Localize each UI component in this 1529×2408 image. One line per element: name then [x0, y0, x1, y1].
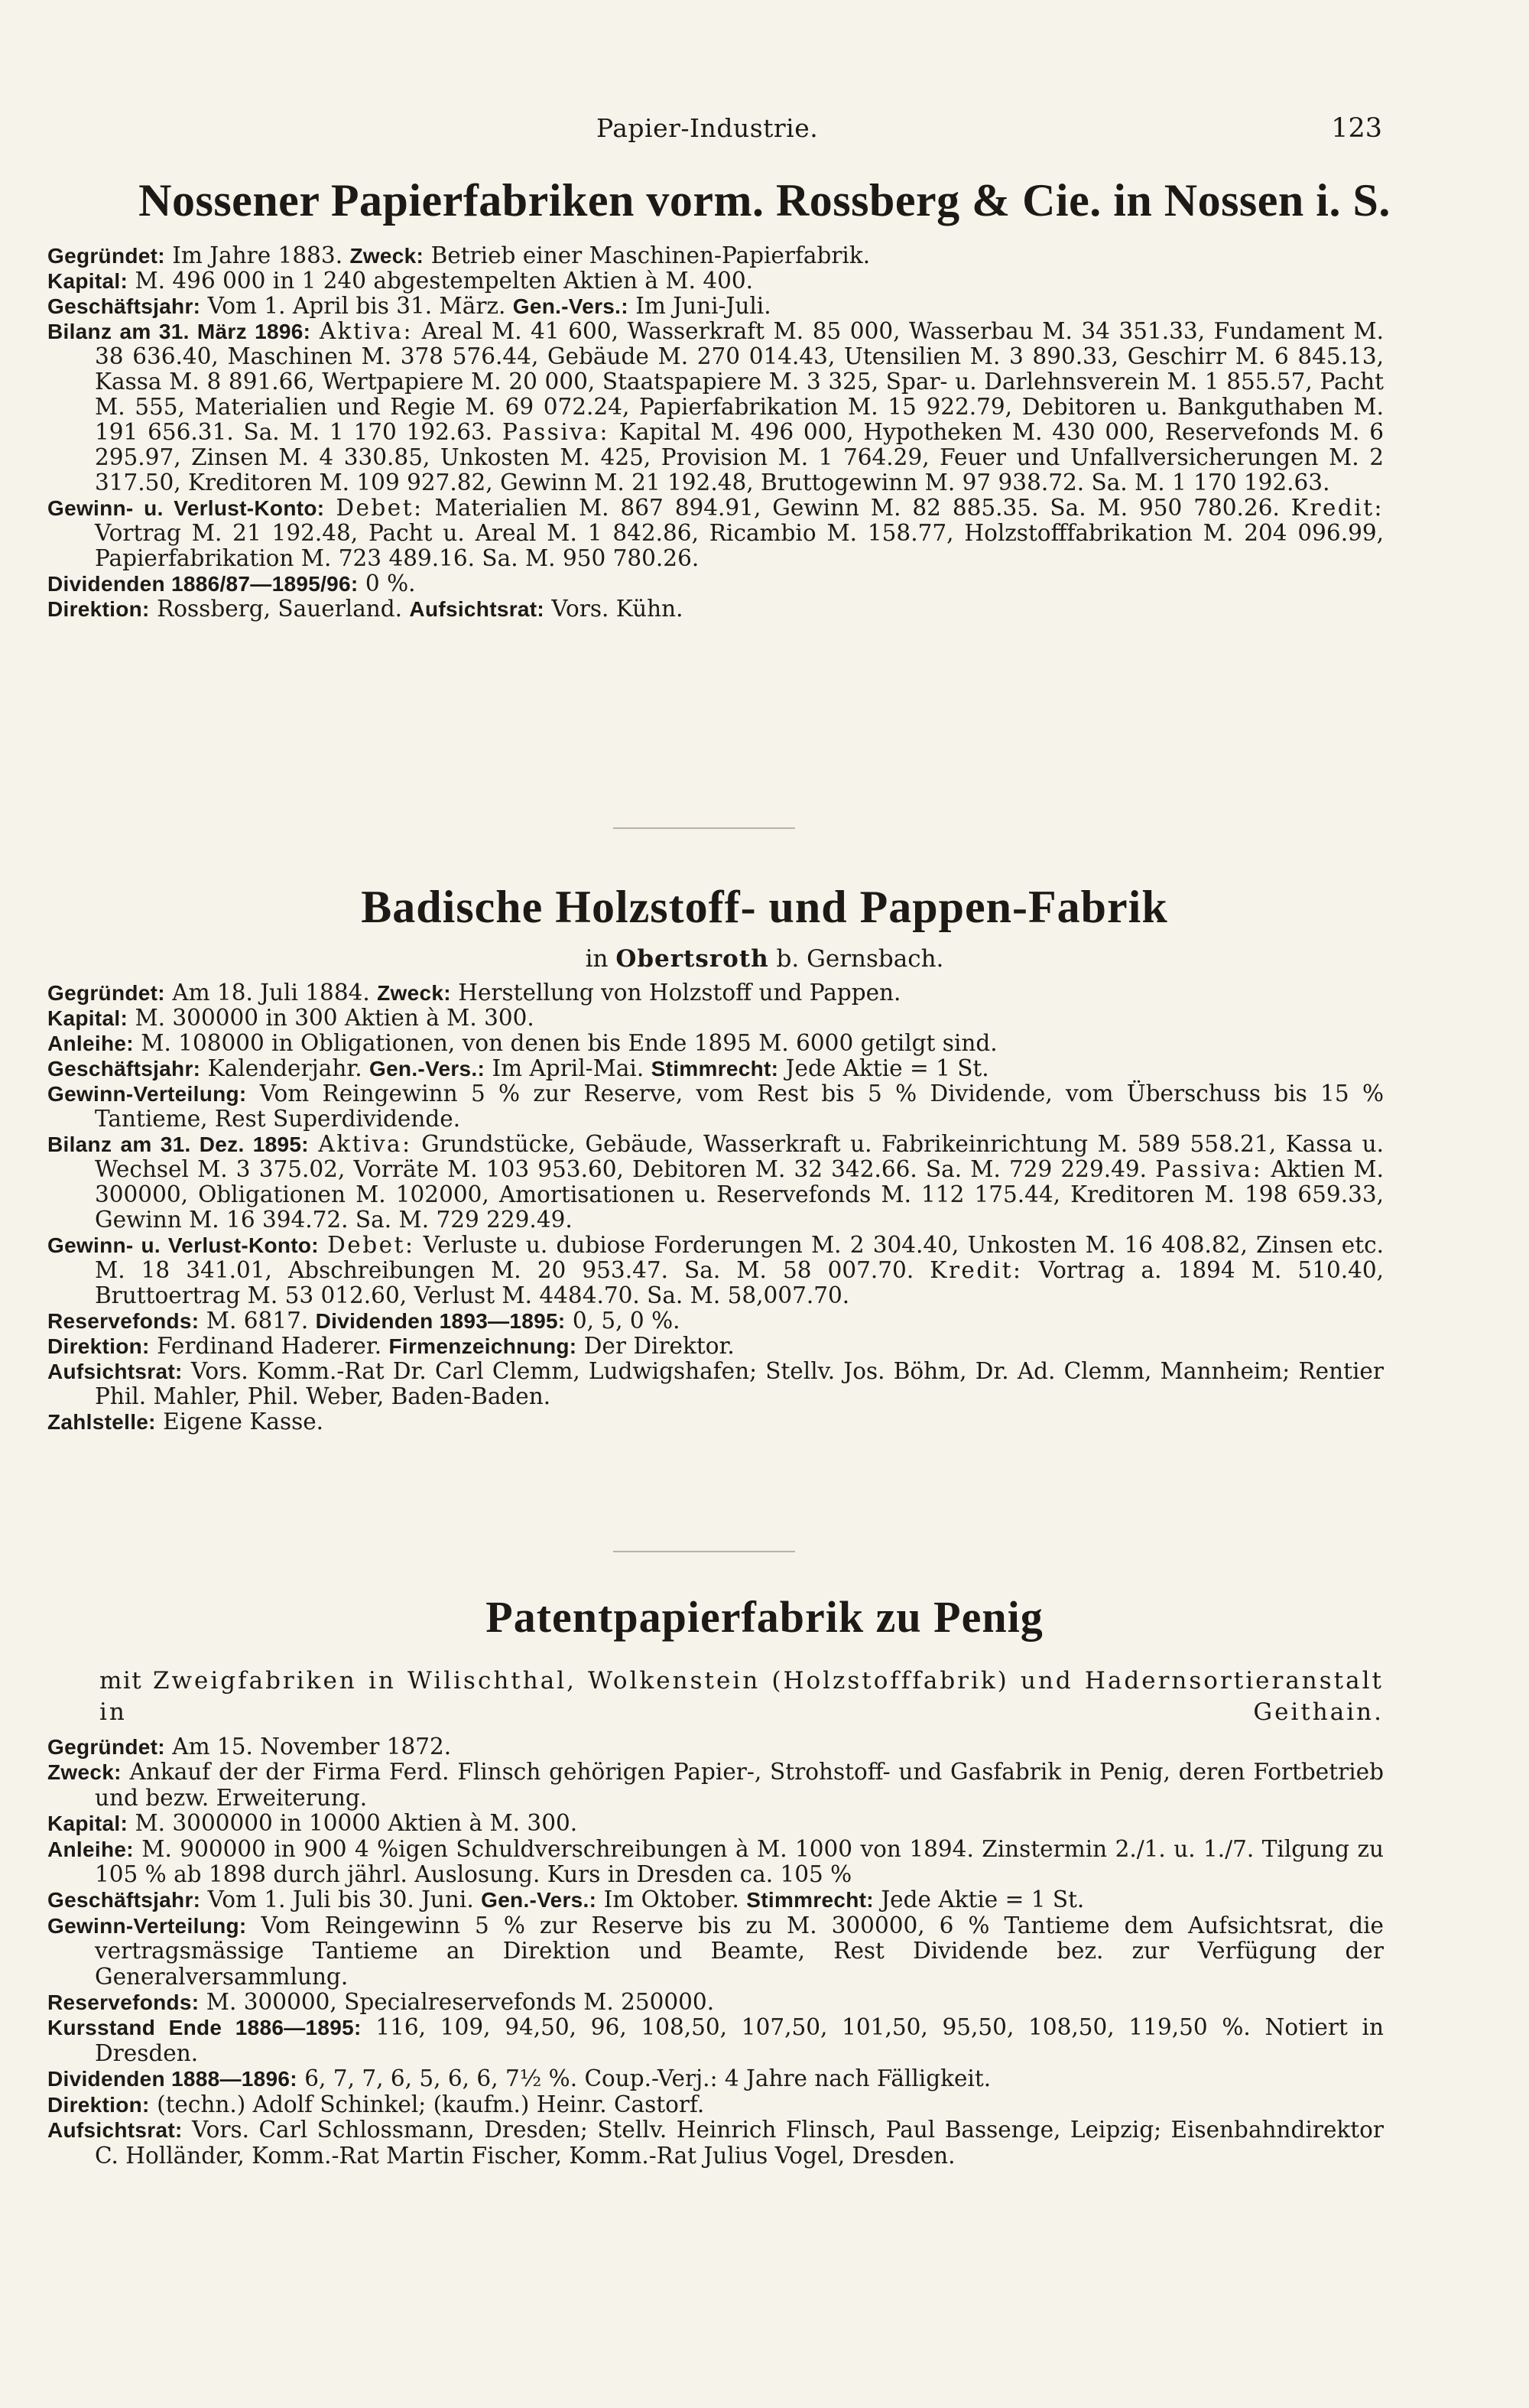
entry-reserve-fund — [47, 1990, 1384, 2015]
value-loan: M. 900000 in 900 4 %igen Schuldverschreibungen à M. 1000 von 1894. Zinstermin 2./1. u. 1./7. Tilgung zu 105 % ab 1898 durch jährl. Auslosung. Kurs in Dresden ca. 105 % — [95, 1835, 1384, 1888]
entry-management — [47, 1334, 1384, 1359]
company-entry-badische — [47, 980, 1384, 1435]
value-purpose: Ankauf der der Firma Ferd. Flinsch gehörigen Papier-, Strohstoff- und Gasfabrik in Penig, deren Fortbetrieb und bezw. Erweiterung. — [95, 1759, 1384, 1811]
section-divider — [613, 827, 795, 829]
page-number: 123 — [1331, 113, 1382, 144]
branches-text: Zweigfabriken in Wilischthal, Wolkenstein (Holzstofffabrik) und Hadernsortieranstalt in Geithain. — [99, 1667, 1384, 1726]
value-supervisory-board: Vors. Carl Schlossmann, Dresden; Stellv. Heinrich Flinsch, Paul Bassenge, Leipzig; Eisenbahndirektor C. Holländer, Komm.-Rat Martin Fischer, Komm.-Rat Julius Vogel, Dresden. — [95, 2117, 1384, 2169]
entry-profit-loss — [47, 1233, 1384, 1308]
location-suffix: b. Gernsbach. — [768, 945, 944, 973]
entry-fiscal-year — [47, 1056, 1384, 1081]
value-liabilities: Aktien M. 300000, Obligationen M. 102000, Amortisationen u. Reservefonds M. 112 175.44, Kreditoren M. 198 659.33, Gewinn M. 16 394.72. Sa. M. 729 229.49. — [95, 1156, 1385, 1233]
company-entry-penig — [47, 1734, 1384, 2169]
label-fiscal-year: Geschäftsjahr: — [47, 294, 201, 318]
entry-dividends — [47, 571, 1384, 596]
value-credit: Vortrag a. 1894 M. 510.40, Bruttoertrag M. 53 012.60, Verlust M. 4484.70. Sa. M. 58,007.70. — [95, 1257, 1385, 1308]
entry-profit-distribution — [47, 1081, 1384, 1132]
label-loan: Anleihe: — [47, 1837, 134, 1861]
value-supervisory-board: Vors. Kühn. — [544, 596, 683, 622]
section-divider — [613, 1551, 795, 1552]
entry-founded — [47, 980, 1384, 1006]
label-assets: Aktiva: — [318, 1131, 412, 1157]
value-debit: Materialien M. 867 894.91, Gewinn M. 82 885.35. Sa. M. 950 780.26. — [423, 495, 1291, 521]
value-voting-right: Jede Aktie = 1 St. — [778, 1055, 989, 1081]
label-reserve-fund: Reservefonds: — [47, 1990, 200, 2015]
label-profit-distribution: Gewinn-Verteilung: — [47, 1913, 247, 1938]
value-founded: Am 15. November 1872. — [164, 1734, 452, 1760]
value-profit-distribution: Vom Reingewinn 5 % zur Reserve, vom Rest bis 5 % Dividende, vom Überschuss bis 15 % Tantieme, Rest Superdividende. — [95, 1081, 1384, 1132]
value-founded: Im Jahre 1883. — [164, 242, 350, 268]
value-profit-distribution: Vom Reingewinn 5 % zur Reserve bis zu M. 300000, 6 % Tantieme dem Aufsichtsrat, die vertragsmässige Tantieme an Direktion und Beamte, Rest Dividende bez. zur Verfügung der Generalversammlung. — [95, 1912, 1384, 1990]
value-fiscal-year: Vom 1. Juli bis 30. Juni. — [200, 1886, 482, 1913]
label-balance-sheet: Bilanz am 31. Dez. 1895: — [47, 1133, 309, 1156]
label-purpose: Zweck: — [377, 981, 451, 1005]
label-founded: Gegründet: — [47, 244, 165, 268]
entry-capital — [47, 1811, 1384, 1836]
entry-paying-agent — [47, 1409, 1384, 1435]
value-dividends: 6, 7, 7, 6, 5, 6, 6, 7½ %. Coup.-Verj.: 4 Jahre nach Fälligkeit. — [297, 2065, 992, 2092]
label-profit-distribution: Gewinn-Verteilung: — [47, 1082, 247, 1106]
value-credit: Vortrag M. 21 192.48, Pacht u. Areal M. 1 842.86, Ricambio M. 158.77, Holzstofffabrikation M. 204 096.99, Papierfabrikation M. 723 489.16. Sa. M. 950 780.26. — [95, 520, 1384, 571]
company-entry-nossen — [47, 243, 1384, 622]
label-liabilities: Passiva: — [1155, 1156, 1263, 1182]
entry-fiscal-year — [47, 294, 1384, 319]
label-supervisory-board: Aufsichtsrat: — [47, 1360, 183, 1383]
value-share-price: 116, 109, 94,50, 96, 108,50, 107,50, 101,50, 95,50, 108,50, 119,50 %. Notiert in Dresden. — [95, 2014, 1384, 2066]
value-fiscal-year: Kalenderjahr. — [200, 1055, 369, 1081]
location-place: Obertsroth — [615, 945, 769, 973]
label-fiscal-year: Geschäftsjahr: — [47, 1888, 201, 1912]
label-capital: Kapital: — [47, 1812, 128, 1836]
value-liabilities: Kapital M. 496 000, Hypotheken M. 430 000, Reservefonds M. 6 295.97, Zinsen M. 4 330.85, Unkosten M. 425, Provision M. 1 764.29, Feuer und Unfallversicherungen M. 2 317.50, Kreditoren M. 109 927.82, Gewinn M. 21 192.48, Bruttogewinn M. 97 938.72. Sa. M. 1 170 192.63. — [95, 419, 1384, 496]
value-paying-agent: Eigene Kasse. — [155, 1409, 324, 1435]
label-founded: Gegründet: — [47, 1735, 165, 1759]
label-debit: Debet: — [327, 1232, 415, 1258]
value-assets: Grundstücke, Gebäude, Wasserkraft u. Fabrikeinrichtung M. 589 558.21, Kassa u. Wechsel M. 3 375.02, Vorräte M. 103 953.60, Debitoren M. 32 342.66. Sa. M. 729 229.49. — [95, 1131, 1384, 1182]
company-title-nossen: Nossener Papierfabriken vorm. Rossberg & Cie. in Nossen i. S. — [138, 175, 1391, 226]
label-reserve-fund: Reservefonds: — [47, 1309, 200, 1333]
label-general-meeting: Gen.-Vers.: — [368, 1057, 485, 1081]
entry-balance-sheet — [47, 1132, 1384, 1233]
label-management: Direktion: — [47, 2092, 150, 2117]
entry-loan — [47, 1837, 1384, 1888]
label-signature: Firmenzeichnung: — [388, 1334, 577, 1358]
entry-share-price — [47, 2015, 1384, 2066]
label-general-meeting: Gen.-Vers.: — [512, 294, 628, 318]
value-capital: M. 496 000 in 1 240 abgestempelten Aktien à M. 400. — [128, 268, 754, 294]
label-share-price: Kursstand Ende 1886—1895: — [47, 2016, 362, 2040]
label-fiscal-year: Geschäftsjahr: — [47, 1057, 201, 1081]
entry-capital — [47, 268, 1384, 294]
entry-reserve-fund — [47, 1308, 1384, 1334]
value-reserve-fund: M. 6817. — [199, 1308, 316, 1334]
label-paying-agent: Zahlstelle: — [47, 1410, 156, 1434]
label-assets: Aktiva: — [319, 318, 414, 344]
entry-loan — [47, 1031, 1384, 1056]
value-dividends: 0, 5, 0 %. — [565, 1308, 680, 1334]
value-general-meeting: Im April-Mai. — [485, 1055, 651, 1081]
label-loan: Anleihe: — [47, 1032, 134, 1055]
entry-profit-distribution — [47, 1913, 1384, 1990]
entry-balance-sheet — [47, 319, 1384, 496]
value-management: Rossberg, Sauerland. — [149, 596, 410, 622]
label-management: Direktion: — [47, 1334, 150, 1358]
label-management: Direktion: — [47, 597, 150, 621]
value-capital: M. 3000000 in 10000 Aktien à M. 300. — [128, 1810, 578, 1837]
label-voting-right: Stimmrecht: — [651, 1057, 779, 1081]
value-loan: M. 108000 in Obligationen, von denen bis Ende 1895 M. 6000 getilgt sind. — [133, 1030, 998, 1056]
value-signature: Der Direktor. — [576, 1333, 735, 1359]
value-purpose: Herstellung von Holzstoff und Pappen. — [450, 980, 901, 1006]
label-dividends: Dividenden 1893—1895: — [315, 1309, 566, 1333]
value-supervisory-board: Vors. Komm.-Rat Dr. Carl Clemm, Ludwigshafen; Stellv. Jos. Böhm, Dr. Ad. Clemm, Mannheim; Rentier Phil. Mahler, Phil. Weber, Baden-Baden. — [95, 1358, 1384, 1409]
value-general-meeting: Im Oktober. — [596, 1886, 747, 1913]
label-dividends: Dividenden 1886/87—1895/96: — [47, 572, 359, 596]
label-capital: Kapital: — [47, 1006, 128, 1030]
label-founded: Gegründet: — [47, 981, 165, 1005]
entry-management — [47, 2092, 1384, 2117]
label-profit-loss: Gewinn- u. Verlust-Konto: — [47, 1233, 319, 1257]
entry-purpose — [47, 1760, 1384, 1811]
company-title-badische: Badische Holzstoff- und Pappen-Fabrik — [361, 882, 1168, 932]
value-reserve-fund: M. 300000, Specialreservefonds M. 250000. — [199, 1989, 715, 2016]
label-supervisory-board: Aufsichtsrat: — [409, 597, 545, 621]
value-assets: Areal M. 41 600, Wasserkraft M. 85 000, Wasserbau M. 34 351.33, Fundament M. 38 636.40, Maschinen M. 378 576.44, Gebäude M. 270 014.43, Utensilien M. 3 890.33, Geschirr M. 6 845.13, Kassa M. 8 891.66, Wertpapiere M. 20 000, Staatspapiere M. 3 325, Spar- u. Darlehnsverein M. 1 855.57, Pacht M. 555, Materialien und Regie M. 69 072.24, Papierfabrikation M. 15 922.79, Debitoren u. Bankguthaben M. 191 656.31. Sa. M. 1 170 192.63. — [95, 318, 1384, 445]
value-voting-right: Jede Aktie = 1 St. — [873, 1886, 1085, 1913]
company-branches — [99, 1665, 1384, 1728]
label-purpose: Zweck: — [349, 244, 424, 268]
entry-management — [47, 596, 1384, 622]
label-credit: Kredit: — [930, 1257, 1023, 1283]
value-management: (techn.) Adolf Schinkel; (kaufm.) Heinr. Castorf. — [149, 2091, 705, 2117]
value-general-meeting: Im Juni-Juli. — [628, 293, 771, 319]
company-title-penig: Patentpapierfabrik zu Penig — [485, 1592, 1044, 1642]
running-head — [0, 113, 1529, 153]
label-purpose: Zweck: — [47, 1760, 122, 1785]
label-credit: Kredit: — [1290, 495, 1384, 521]
value-debit: Verluste u. dubiose Forderungen M. 2 304.40, Unkosten M. 16 408.82, Zinsen etc. M. 18 341.01, Abschreibungen M. 20 953.47. Sa. M. 58 007.70. — [95, 1232, 1384, 1283]
label-general-meeting: Gen.-Vers.: — [481, 1888, 597, 1912]
entry-supervisory-board — [47, 2117, 1384, 2169]
value-dividends: 0 %. — [358, 570, 416, 596]
value-purpose: Betrieb einer Maschinen-Papierfabrik. — [424, 242, 871, 268]
entry-profit-loss — [47, 496, 1384, 571]
value-capital: M. 300000 in 300 Aktien à M. 300. — [128, 1005, 534, 1031]
entry-capital — [47, 1006, 1384, 1031]
label-balance-sheet: Bilanz am 31. März 1896: — [47, 320, 311, 343]
entry-fiscal-year — [47, 1887, 1384, 1912]
company-location — [0, 945, 1529, 973]
value-management: Ferdinand Haderer. — [149, 1333, 389, 1359]
label-profit-loss: Gewinn- u. Verlust-Konto: — [47, 496, 325, 520]
label-debit: Debet: — [336, 495, 424, 521]
entry-dividends — [47, 2066, 1384, 2091]
value-fiscal-year: Vom 1. April bis 31. März. — [200, 293, 513, 319]
entry-founded — [47, 243, 1384, 268]
entry-founded — [47, 1734, 1384, 1760]
entry-supervisory-board — [47, 1359, 1384, 1409]
location-prefix: in — [585, 945, 616, 973]
running-title: Papier-Industrie. — [596, 113, 819, 143]
label-capital: Kapital: — [47, 269, 128, 293]
label-liabilities: Passiva: — [502, 419, 609, 445]
label-voting-right: Stimmrecht: — [746, 1888, 874, 1912]
value-founded: Am 18. Juli 1884. — [164, 980, 378, 1006]
label-supervisory-board: Aufsichtsrat: — [47, 2118, 183, 2143]
label-dividends: Dividenden 1888—1896: — [47, 2067, 297, 2091]
branches-prefix: mit — [99, 1667, 153, 1695]
